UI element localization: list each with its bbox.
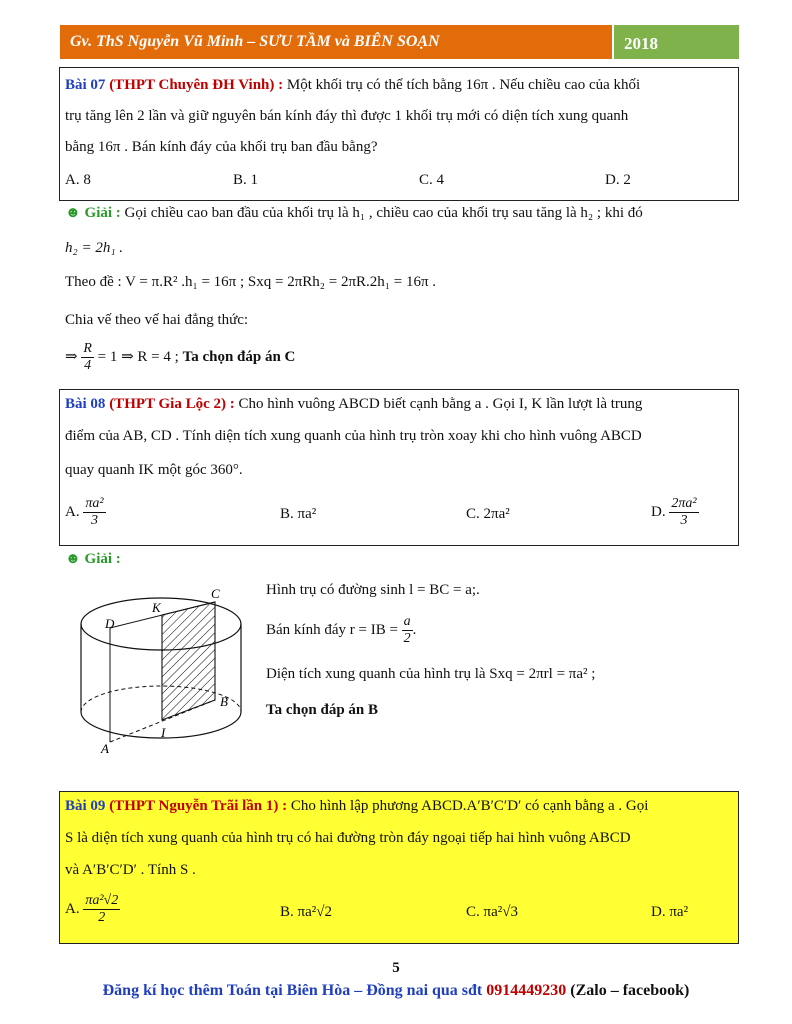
solution-08-line-1: Hình trụ có đường sinh l = BC = a;. [266, 582, 480, 598]
solution-08-line-3: Diện tích xung quanh của hình trụ là Sxq = 2πrl = πa² ; [266, 666, 596, 682]
solution-07-line-2: h₂ = 2h₁ . [65, 240, 124, 256]
problem-08-line-1 [65, 396, 642, 413]
problem-07-option-b: B. 1 [233, 172, 259, 188]
option-a-fraction [83, 893, 120, 926]
problem-07-line-1 [65, 77, 640, 94]
header-title: Gv. ThS Nguyễn Vũ Minh – SƯU TẦM và BIÊN SOẠN [60, 25, 612, 59]
label-k: K [152, 600, 161, 615]
problem-09-line-3: và A′B′C′D′ . Tính S . [65, 862, 196, 878]
solution-07-label: ☻ Giải : [65, 205, 121, 221]
solution-08-label: ☻ Giải : [65, 551, 121, 567]
problem-08-option-d [651, 496, 699, 529]
problem-08-tag: Bài 08 [65, 396, 106, 412]
frac-den: 2 [98, 910, 106, 925]
footer-tail: (Zalo – facebook) [566, 982, 690, 999]
solution-07-answer: Ta chọn đáp án C [182, 348, 296, 365]
problem-07-option-a: A. 8 [65, 172, 91, 188]
option-a-label: A. [65, 503, 80, 520]
problem-07-text-1: Một khối trụ có thể tích bằng 16π . Nếu chiều cao của khối [283, 77, 641, 93]
problem-08-line-3: quay quanh IK một góc 360°. [65, 462, 243, 478]
option-a-label: A. [65, 900, 80, 917]
frac-den: 3 [680, 513, 688, 528]
solution-07-text-5: = 1 ⇒ R = 4 ; [93, 348, 183, 365]
problem-08-line-2: điểm của AB, CD . Tính diện tích xung quanh của hình trụ tròn xoay khi cho hình vuông ABCD [65, 428, 642, 444]
footer [0, 982, 792, 1000]
label-b: B [220, 694, 228, 709]
solution-07-line-1 [65, 205, 643, 222]
implies-symbol: ⇒ [65, 348, 78, 365]
solution-07-text-1: Gọi chiều cao ban đầu của khối trụ là h₁ , chiều cao của khối trụ sau tăng là h₂ ; khi đó [120, 205, 643, 221]
problem-07-source: (THPT Chuyên ĐH Vinh) : [109, 77, 284, 93]
problem-07-option-d: D. 2 [605, 172, 631, 188]
hatched-face [162, 602, 215, 720]
solution-07-line-4: Chia vế theo vế hai đẳng thức: [65, 312, 249, 328]
period: . [412, 621, 417, 638]
footer-text: Đăng kí học thêm Toán tại Biên Hòa – Đồng nai qua sđt [102, 982, 487, 999]
label-i: I [161, 725, 166, 740]
problem-08-option-b: B. πa² [280, 506, 317, 522]
problem-09-option-c: C. πa²√3 [466, 904, 518, 920]
problem-09-option-d: D. πa² [651, 904, 689, 920]
solution-07-line-5 [65, 341, 295, 374]
problem-08-source: (THPT Gia Lộc 2) : [109, 396, 235, 412]
solution-08-line-2 [266, 614, 416, 647]
label-d: D [105, 616, 115, 631]
fraction-a-over-2 [402, 614, 413, 647]
frac-den: 4 [84, 358, 92, 373]
problem-07-line-2: trụ tăng lên 2 lần và giữ nguyên bán kính đáy thì được 1 khối trụ mới có diện tích xung quanh [65, 108, 629, 124]
frac-num: 2πa² [671, 496, 697, 511]
label-c: C [211, 586, 220, 601]
problem-08-text-1: Cho hình vuông ABCD biết cạnh bằng a . Gọi I, K lần lượt là trung [234, 396, 643, 412]
frac-den: 2 [403, 631, 411, 646]
option-d-label: D. [651, 503, 666, 520]
problem-09-line-1 [65, 798, 648, 815]
problem-08-option-c: C. 2πa² [466, 506, 510, 522]
footer-phone: 0914449230 [486, 982, 567, 999]
problem-09-option-b: B. πa²√2 [280, 904, 332, 920]
frac-num: πa²√2 [85, 893, 119, 908]
frac-num: a [403, 614, 411, 629]
solution-08-answer: Ta chọn đáp án B [266, 702, 379, 718]
option-a-fraction [83, 496, 105, 529]
bottom-back-arc [81, 686, 241, 712]
label-a: A [101, 741, 109, 756]
frac-num: R [83, 341, 92, 356]
problem-09-text-1: Cho hình lập phương ABCD.A′B′C′D′ có cạnh bằng a . Gọi [287, 798, 649, 814]
problem-09-tag: Bài 09 [65, 798, 106, 814]
frac-den: 3 [90, 513, 98, 528]
fraction-r-over-4 [81, 341, 94, 374]
option-d-fraction [669, 496, 698, 529]
problem-09-line-2: S là diện tích xung quanh của hình trụ có hai đường tròn đáy ngoại tiếp hai hình vuông ABCD [65, 830, 631, 846]
solution-08-text-2: Bán kính đáy r = IB = [266, 621, 398, 638]
cylinder-figure [70, 582, 255, 757]
header-year: 2018 [614, 25, 739, 59]
problem-09-source: (THPT Nguyễn Trãi lần 1) : [109, 798, 288, 814]
solution-07-line-3: Theo đề : V = π.R² .h₁ = 16π ; Sxq = 2πRh₂ = 2πR.2h₁ = 16π . [65, 274, 437, 290]
frac-num: πa² [85, 496, 104, 511]
problem-09-option-a [65, 893, 120, 926]
problem-07-line-3: bằng 16π . Bán kính đáy của khối trụ ban đầu bằng? [65, 139, 378, 155]
problem-08-option-a [65, 496, 106, 529]
problem-07-option-c: C. 4 [419, 172, 445, 188]
problem-07-tag: Bài 07 [65, 77, 106, 93]
page-number: 5 [392, 960, 400, 976]
